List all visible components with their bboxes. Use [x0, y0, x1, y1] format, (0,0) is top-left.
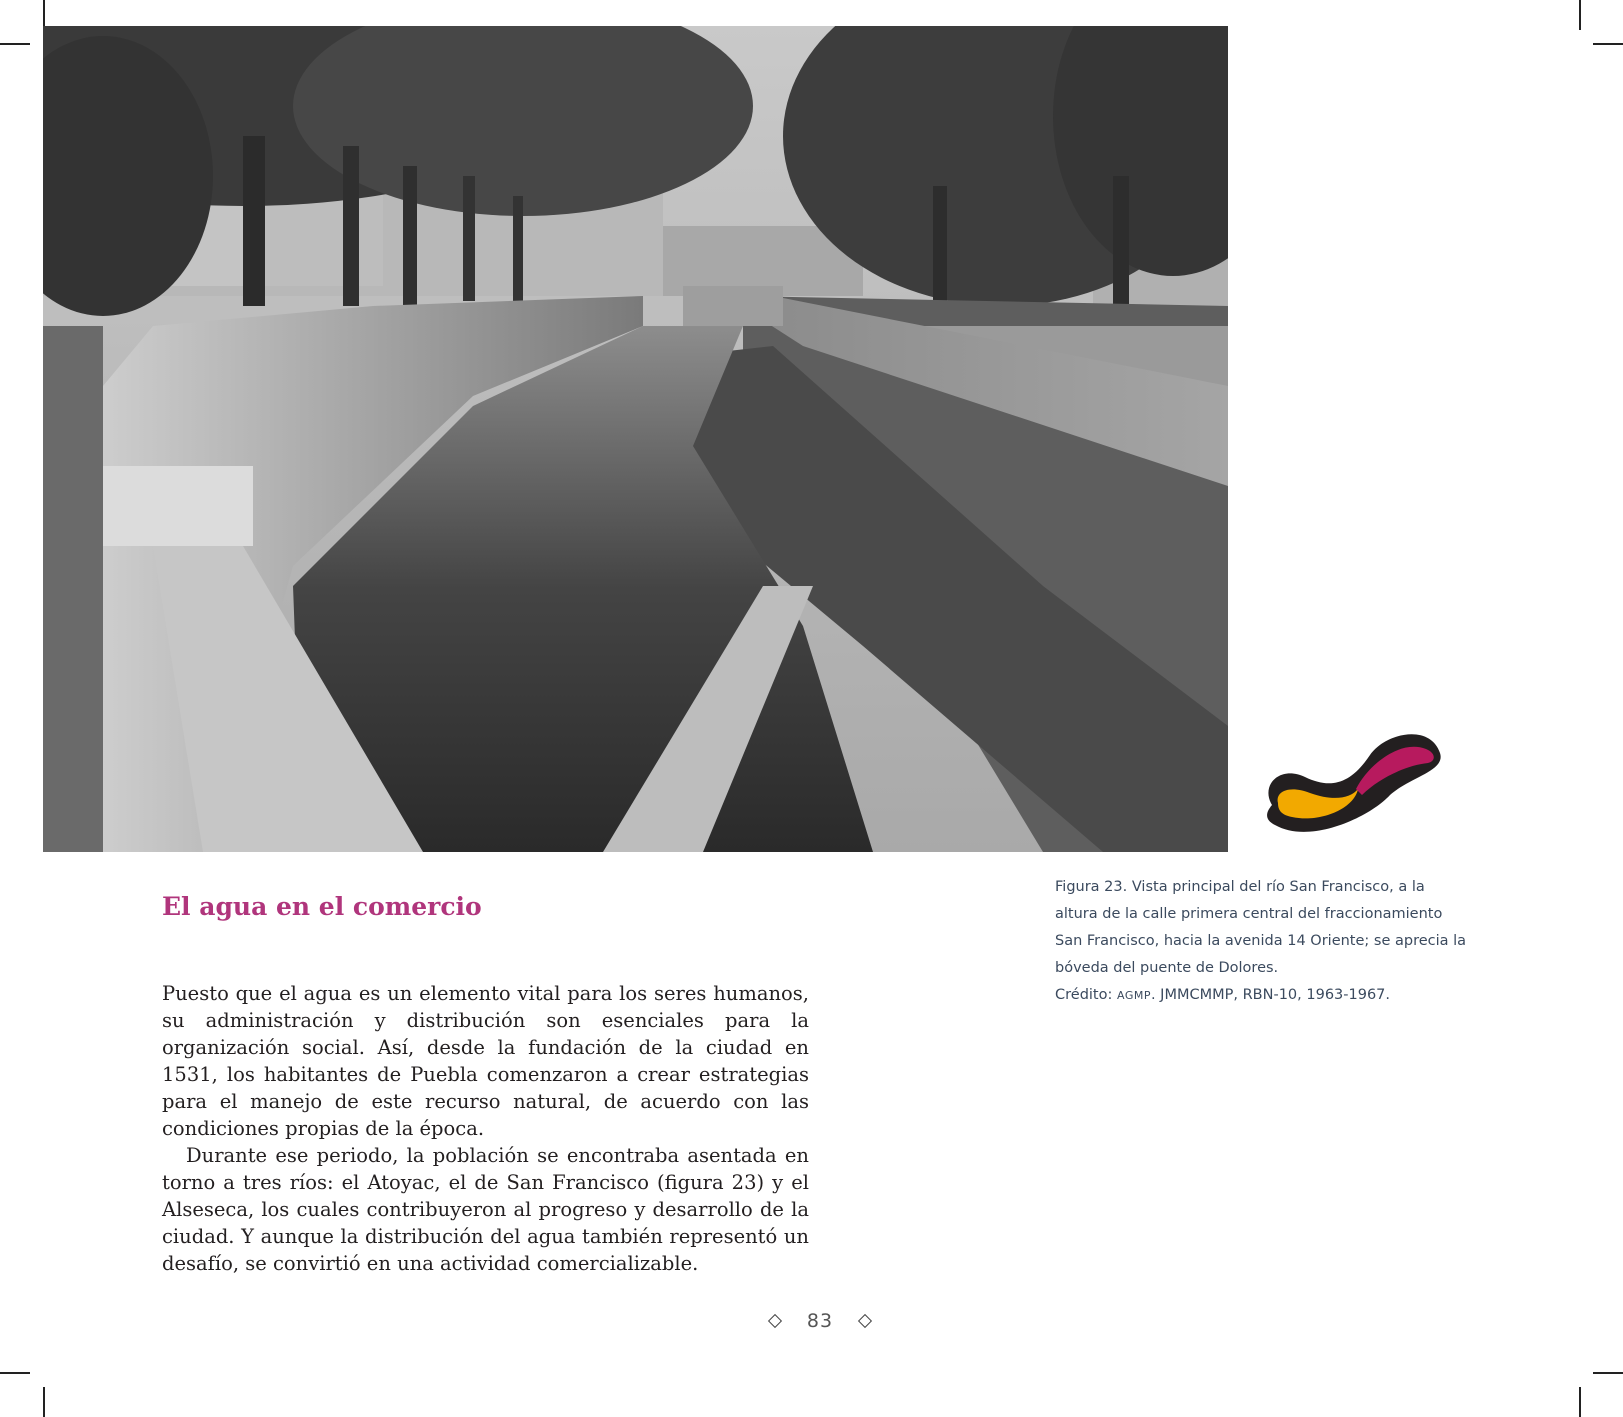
- caption-line: altura de la calle primera central del fraccionamiento: [1055, 906, 1443, 922]
- credit-agency: AGMP: [1116, 989, 1151, 1002]
- body-text: [162, 980, 809, 1277]
- caption-line: San Francisco, hacia la avenida 14 Oriente; se aprecia la: [1055, 933, 1467, 949]
- crop-mark: [0, 1372, 30, 1374]
- credit-prefix: Crédito:: [1055, 987, 1117, 1003]
- crop-mark: [1579, 1387, 1581, 1417]
- paragraph: Puesto que el agua es un elemento vital para los seres humanos, su administración y distribución son esenciales para la organización social. Así, desde la fundación de la ciudad en 1531, los habitantes de Puebla comenzaron a crear estrategias para el manejo de este recurso natural, de acuerdo con las condiciones propias de la época.: [162, 982, 809, 1140]
- diamond-icon: [768, 1314, 782, 1328]
- caption-credit: [1055, 982, 1495, 1009]
- section-heading: El agua en el comercio: [162, 892, 482, 921]
- credit-rest: . JMMCMMP, RBN-10, 1963-1967.: [1150, 987, 1391, 1003]
- caption-line: bóveda del puente de Dolores.: [1055, 960, 1279, 976]
- page-number: 83: [806, 1310, 834, 1332]
- crop-mark: [43, 1387, 45, 1417]
- diamond-icon: [858, 1314, 872, 1328]
- paragraph: Durante ese periodo, la población se encontraba asentada en torno a tres ríos: el Atoyac, el de San Francisco (figura 23) y el Alseseca, los cuales contribuyeron al progreso y desarrollo de la ciudad. Y aunque la distribución del agua también representó un desafío, se convirtió en una actividad comercializable.: [162, 1144, 809, 1275]
- crop-mark: [1579, 0, 1581, 30]
- crop-mark: [1593, 1372, 1623, 1374]
- caption-line: Figura 23. Vista principal del río San Francisco, a la: [1055, 879, 1425, 895]
- crop-mark: [1593, 43, 1623, 45]
- page-footer: [770, 1308, 870, 1334]
- brush-stroke-logo-icon: [1250, 725, 1445, 845]
- figure-caption: [1055, 874, 1495, 1009]
- crop-mark: [0, 43, 30, 45]
- figure-photo: [43, 26, 1228, 852]
